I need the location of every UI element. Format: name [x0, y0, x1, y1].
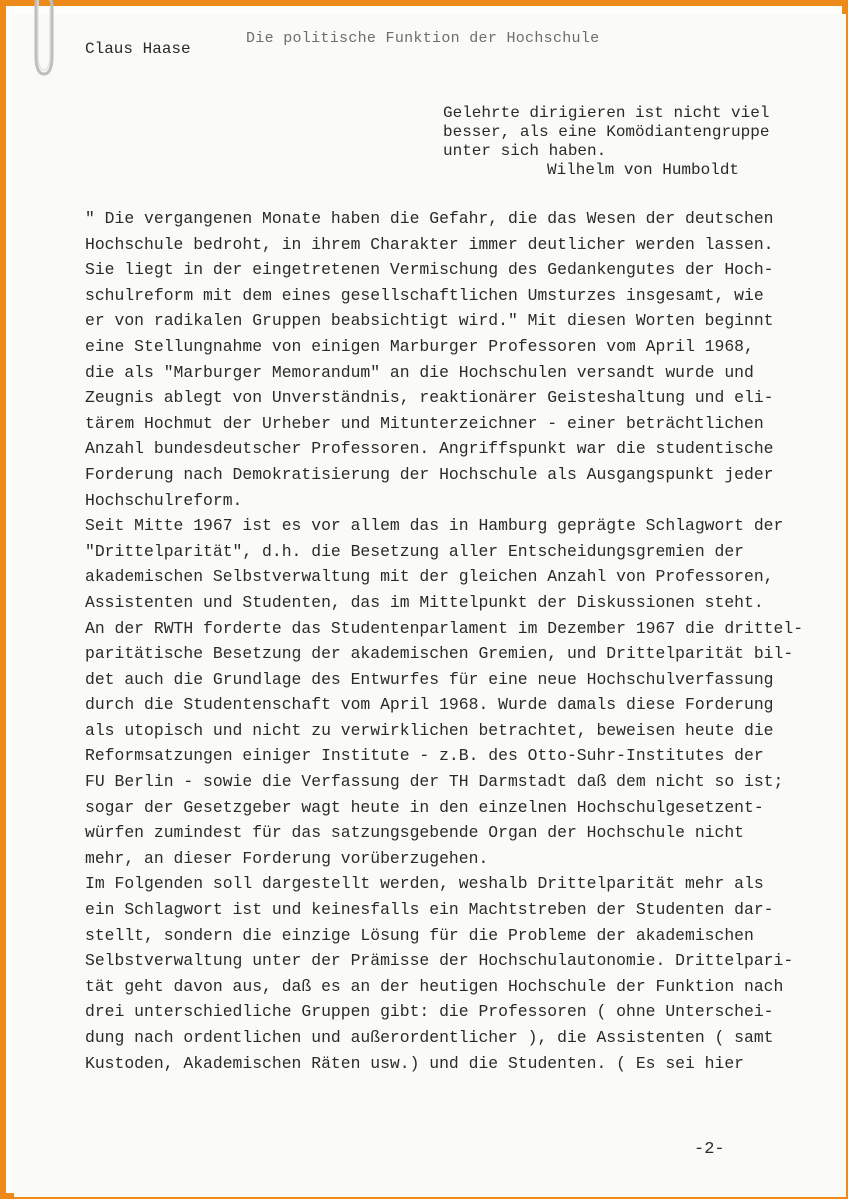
body-line: drei unterschiedliche Gruppen gibt: die Professoren ( ohne Unterschei-: [85, 1002, 774, 1022]
body-line: Reformsatzungen einiger Institute - z.B. des Otto-Suhr-Institutes der: [85, 746, 764, 766]
body-line: " Die vergangenen Monate haben die Gefahr, die das Wesen der deutschen: [85, 209, 774, 228]
body-line: Im Folgenden soll dargestellt werden, weshalb Drittelparität mehr als: [85, 874, 764, 894]
body-line: Forderung nach Demokratisierung der Hochschule als Ausgangspunkt jeder: [85, 464, 774, 484]
body-line: Zeugnis ablegt von Unverständnis, reaktionärer Geisteshaltung und eli-: [85, 388, 774, 408]
body-line: Assistenten und Studenten, das im Mittelpunkt der Diskussionen steht.: [85, 592, 764, 612]
body-line: paritätische Besetzung der akademischen Gremien, und Drittelparität bil-: [85, 644, 794, 664]
document-title: Die politische Funktion der Hochschule: [246, 30, 600, 47]
paperclip-icon: [26, 0, 60, 83]
body-line: würfen zumindest für das satzungsgebende Organ der Hochschule nicht: [85, 823, 745, 843]
epigraph-line: unter sich haben.: [443, 142, 607, 160]
body-line: Selbstverwaltung unter der Prämisse der Hochschulautonomie. Drittelpari-: [85, 951, 794, 971]
epigraph: [443, 104, 769, 180]
body-line: er von radikalen Gruppen beabsichtigt wird." Mit diesen Worten beginnt: [85, 311, 774, 331]
body-line: det auch die Grundlage des Entwurfes für eine neue Hochschulverfassung: [85, 669, 774, 689]
epigraph-line: besser, als eine Komödiantengruppe: [443, 123, 770, 141]
body-line: eine Stellungnahme von einigen Marburger Professoren vom April 1968,: [85, 336, 754, 356]
body-line: Seit Mitte 1967 ist es vor allem das in Hamburg geprägte Schlagwort der: [85, 516, 784, 536]
body-line: Hochschulreform.: [85, 490, 243, 510]
body-line: tät geht davon aus, daß es an der heutigen Hochschule der Funktion nach: [85, 976, 784, 996]
body-line: An der RWTH forderte das Studentenparlament im Dezember 1967 die drittel-: [85, 618, 804, 638]
body-line: ein Schlagwort ist und keinesfalls ein Machtstreben der Studenten dar-: [85, 900, 774, 920]
body-line: durch die Studentenschaft vom April 1968. Wurde damals diese Forderung: [85, 695, 774, 715]
body-line: dung nach ordentlichen und außerordentlicher ), die Assistenten ( samt: [85, 1028, 774, 1047]
body-line: mehr, an dieser Forderung vorüberzugehen.: [85, 848, 489, 868]
body-line: Hochschule bedroht, in ihrem Charakter immer deutlicher werden lassen.: [85, 234, 774, 254]
body-line: stellt, sondern die einzige Lösung für die Probleme der akademischen: [85, 925, 754, 945]
author-name: Claus Haase: [85, 40, 191, 58]
body-line: Kustoden, Akademischen Räten usw.) und die Studenten. ( Es sei hier: [85, 1053, 745, 1073]
body-line: als utopisch und nicht zu verwirklichen betrachtet, beweisen heute die: [85, 720, 774, 740]
body-line: "Drittelparität", d.h. die Besetzung aller Entscheidungsgremien der: [85, 541, 745, 561]
body-line: FU Berlin - sowie die Verfassung der TH Darmstadt daß dem nicht so ist;: [85, 772, 784, 792]
body-line: Sie liegt in der eingetretenen Vermischung des Gedankengutes der Hoch-: [85, 260, 774, 280]
epigraph-attribution: Wilhelm von Humboldt: [547, 161, 740, 179]
body-line: sogar der Gesetzgeber wagt heute in den einzelnen Hochschulgesetzent-: [85, 797, 764, 817]
body-line: akademischen Selbstverwaltung mit der gleichen Anzahl von Professoren,: [85, 567, 774, 587]
body-line: Anzahl bundesdeutscher Professoren. Angriffspunkt war die studentische: [85, 439, 774, 459]
body-line: tärem Hochmut der Urheber und Mitunterzeichner - einer beträchtlichen: [85, 413, 764, 433]
page-number: -2-: [694, 1140, 725, 1159]
body-line: die als "Marburger Memorandum" an die Hochschulen versandt wurde und: [85, 362, 754, 382]
body-line: schulreform mit dem eines gesellschaftlichen Umsturzes insgesamt, wie: [85, 285, 764, 305]
epigraph-line: Gelehrte dirigieren ist nicht viel: [443, 104, 770, 122]
body-text: [85, 206, 845, 1076]
